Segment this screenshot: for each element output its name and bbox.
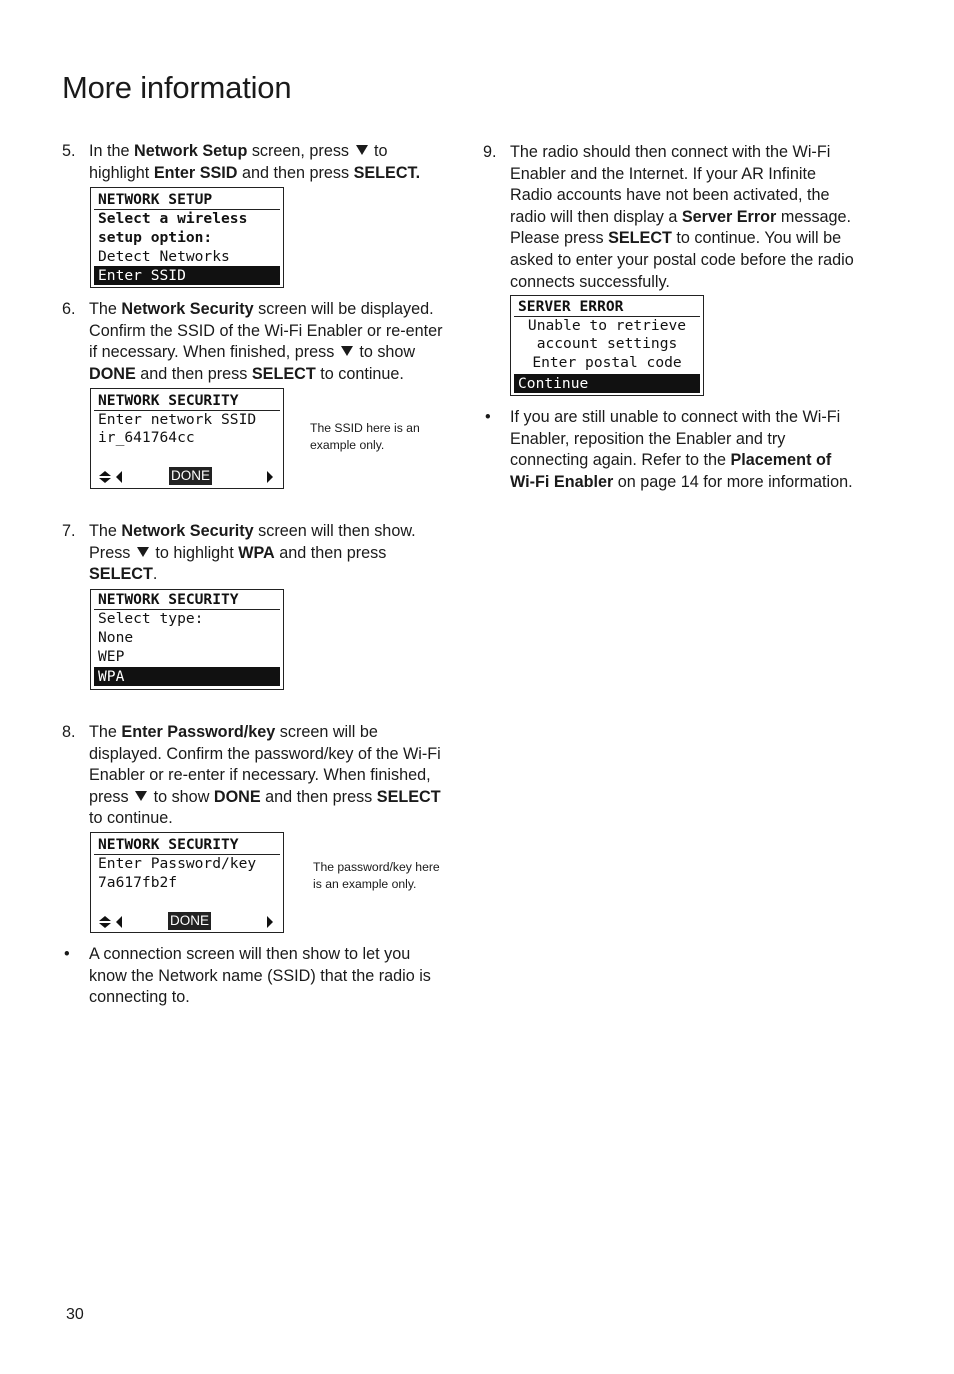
- lcd-header: SERVER ERROR: [518, 298, 624, 315]
- done-label: DONE: [170, 913, 210, 928]
- step-number: 8.: [62, 723, 76, 741]
- lcd-option: WEP: [98, 648, 125, 665]
- step-8: [62, 722, 472, 832]
- lcd-line: Detect Networks: [98, 248, 230, 265]
- lcd-line: Select type:: [98, 610, 204, 627]
- lcd-line: Select a wireless: [98, 210, 248, 227]
- step-text: In the Network Setup screen, press to highlight Enter SSID and then press SELECT.: [89, 142, 421, 182]
- left-arrow-icon: [115, 915, 123, 929]
- step-text: The radio should then connect with the Wi-Fi Enabler and the Internet. If your AR Infinite Radio accounts have not been activated, the radio will then display a Server Error message. Please press SELECT to continue. You will be asked to enter your postal code before the radio connects successfully.: [510, 143, 854, 291]
- lcd-header: NETWORK SECURITY: [98, 836, 239, 853]
- lcd-password-value: 7a617fb2f: [98, 874, 178, 891]
- lcd-line: account settings: [536, 335, 678, 352]
- down-triangle-icon: [135, 791, 147, 801]
- lcd-network-security-ssid: [90, 388, 284, 489]
- step-text: The Enter Password/key screen will be displayed. Confirm the password/key of the Wi-Fi Enabler or re-enter if necessary. When finished, press to show DONE and then press SELECT to continue.: [89, 723, 441, 828]
- bullet-reposition-enabler: [483, 407, 903, 495]
- lcd-line: Unable to retrieve: [527, 317, 687, 334]
- step-9: [483, 142, 903, 296]
- up-down-arrows-icon: [98, 915, 112, 929]
- lcd-selected-item: WPA: [94, 667, 280, 686]
- bullet-text: A connection screen will then show to let you know the Network name (SSID) that the radio is connecting to.: [89, 945, 431, 1007]
- lcd-ssid-value: ir_641764cc: [98, 429, 195, 446]
- step-text: The Network Security screen will then show. Press to highlight WPA and then press SELECT.: [89, 522, 416, 584]
- ssid-example-note: The SSID here is an example only.: [310, 421, 420, 452]
- lcd-server-error: [510, 295, 704, 396]
- step-number: 7.: [62, 522, 76, 540]
- lcd-network-security-password: [90, 832, 284, 933]
- lcd-line: setup option:: [98, 229, 213, 246]
- lcd-header: NETWORK SECURITY: [98, 591, 239, 608]
- up-down-arrows-icon: [98, 470, 112, 484]
- bullet-text: If you are still unable to connect with the Wi-Fi Enabler, reposition the Enabler and try connecting again. Refer to the Placement of Wi-Fi Enabler on page 14 for more information.: [510, 408, 853, 491]
- step-number: 5.: [62, 142, 76, 160]
- bullet-mark: •: [64, 945, 70, 963]
- lcd-selected-item: Enter SSID: [94, 266, 280, 285]
- step-text: The Network Security screen will be displayed. Confirm the SSID of the Wi-Fi Enabler or re-enter if necessary. When finished, press to show DONE and then press SELECT to continue.: [89, 300, 443, 383]
- down-triangle-icon: [137, 547, 149, 557]
- page-title: More information: [62, 70, 292, 105]
- lcd-selected-item: Continue: [514, 374, 700, 393]
- step-6: [62, 299, 462, 387]
- left-arrow-icon: [115, 470, 123, 484]
- step-number: 6.: [62, 300, 76, 318]
- page-number: 30: [66, 1306, 84, 1323]
- down-triangle-icon: [341, 346, 353, 356]
- step-number: 9.: [483, 143, 497, 161]
- lcd-option: None: [98, 629, 134, 646]
- lcd-line: Enter postal code: [532, 354, 682, 371]
- lcd-line: Enter Password/key: [98, 855, 257, 872]
- done-label: DONE: [171, 468, 211, 483]
- lcd-line: Enter network SSID: [98, 411, 257, 428]
- lcd-header: NETWORK SECURITY: [98, 392, 239, 409]
- right-arrow-icon: [266, 915, 274, 929]
- bullet-mark: •: [485, 408, 491, 426]
- step-7: [62, 521, 462, 587]
- lcd-network-security-type: [90, 589, 284, 690]
- password-example-note: The password/key here is an example only.: [313, 860, 440, 891]
- lcd-header: NETWORK SETUP: [98, 191, 213, 208]
- right-arrow-icon: [266, 470, 274, 484]
- down-triangle-icon: [356, 145, 368, 155]
- step-5: [62, 141, 462, 185]
- bullet-connection-screen: [62, 944, 462, 1010]
- lcd-network-setup: [90, 187, 284, 288]
